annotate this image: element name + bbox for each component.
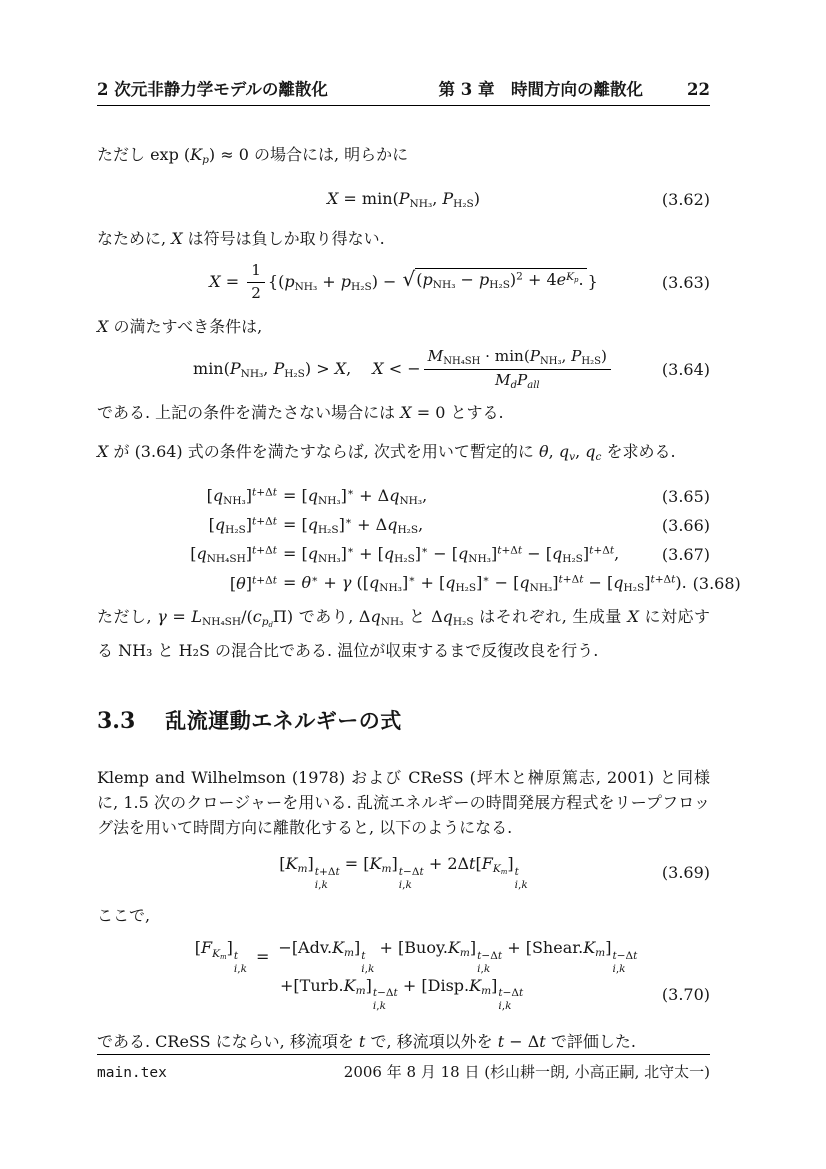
header-left-title: 2 次元非静力学モデルの離散化 <box>97 80 328 99</box>
section-title: 乱流運動エネルギーの式 <box>165 709 402 734</box>
equation-3-65-rhs: = $[q_{NH_3}]^∗ + \Delta q_{NH_3}$, <box>283 485 428 508</box>
page-header <box>97 76 710 106</box>
page-footer <box>97 1054 710 1082</box>
equation-3-66-lhs: $[q_{H_2S}]^{t+\Delta t}$ <box>208 514 277 537</box>
para-klemp-wilhelmson: Klemp and Wilhelmson (1978) および CReSS (坪木と榊原篤志, 2001) と同様に, 1.5 次のクロージャーを用いる. 乱流エネルギーの時間発展方程式をリープフロッグ法を用いて時間方向に離散化すると, 以下のようになる. <box>97 768 710 838</box>
equation-3-63 <box>97 261 710 304</box>
equation-3-64 <box>97 347 710 392</box>
para-cress-evaluation: である. CReSS にならい, 移流項を t で, 移流項以外を t − Δt で評価した. <box>97 1031 636 1051</box>
equation-3-66 <box>97 511 710 540</box>
para-kokode: ここで, <box>97 906 151 926</box>
equation-3-65-lhs: $[q_{NH_3}]^{t+\Delta t}$ <box>206 485 277 508</box>
equation-3-70-equals: = <box>256 947 270 967</box>
equation-3-69 <box>97 854 710 891</box>
equation-3-70-line2 <box>97 976 710 1013</box>
para-x-sign: なために, X は符号は負しか取り得ない. <box>97 229 385 249</box>
equation-3-68-rhs: = θ∗ + γ $([q_{NH_3}]^∗ + [q_{H_2S}]^∗ - [q_{NH_3}]^{t+\Delta t} - [q_{H_2S}]^{t+\Delta t})$. <box>283 572 687 595</box>
footer-date-authors: 2006 年 8 月 18 日 (杉山耕一朗, 小高正嗣, 北守太一) <box>343 1063 710 1081</box>
header-chapter-title: 第 3 章 時間方向の離散化 <box>438 80 644 99</box>
equation-3-65 <box>97 482 710 511</box>
para-x-condition: X の満たすべき条件は, <box>97 316 263 336</box>
equation-3-67 <box>97 540 710 569</box>
equation-3-64-body: $\min(P_{NH_3}$, $P_{H_2S}) > X$, X < − $\frac{M_{NH_4SH} \cdot \min(P_{NH_3}, P_{H_2S})}{M_dP_{all}}$ <box>97 347 656 392</box>
equation-3-63-number: (3.63) <box>661 273 710 293</box>
equation-3-70-rhs1: $-[Adv.K_m]$ t i,k + $[Buoy.K_m]$ t−Δt i,k + $[Shear.K_m]$ t−Δt i,k <box>278 938 638 975</box>
equation-3-68-lhs: $[\theta]^{t+\Delta t}$ <box>229 574 277 594</box>
equation-3-65-number: (3.65) <box>661 487 710 507</box>
equation-3-66-number: (3.66) <box>661 516 710 536</box>
equation-3-70-line1 <box>97 938 710 975</box>
equation-3-64-number: (3.64) <box>661 359 710 379</box>
footer-filename: main.tex <box>97 1065 167 1081</box>
equation-3-70 <box>97 938 710 1012</box>
page-number: 22 <box>687 80 710 99</box>
equation-3-66-rhs: = $[q_{H_2S}]^∗ + \Delta q_{H_2S}$, <box>283 514 424 537</box>
equation-3-67-rhs: = $[q_{NH_3}]^∗ + [q_{H_2S}]^∗ - [q_{NH_3}]^{t+\Delta t} - [q_{H_2S}]^{t+\Delta t}$, <box>283 543 620 566</box>
equation-3-67-number: (3.67) <box>661 545 710 565</box>
equation-3-70-lhs: $[F_{K_m}]$ t i,k <box>194 938 247 975</box>
para-gamma-definition: ただし, $\gamma = L_{NH_4SH}/(c_{p_d}\Pi)$ であり, $\Delta q_{NH_3}$ と $\Delta q_{H_2S}$ はそれぞれ, 生成量 X に対応する NH₃ と H₂S の混合比である. 温位が収束するまで反復改良を行う. <box>97 607 711 661</box>
equation-3-70-rhs2: $+[Turb.K_m]$ t−Δt i,k + $[Disp.K_m]$ t−Δt i,k <box>280 975 524 1013</box>
equation-3-69-number: (3.69) <box>661 863 710 883</box>
equation-3-70-number: (3.70) <box>661 984 710 1004</box>
equation-3-62 <box>97 189 710 210</box>
equation-3-67-lhs: $[q_{NH_4SH}]^{t+\Delta t}$ <box>190 543 277 566</box>
equation-3-68-number: (3.68) <box>692 574 741 594</box>
para-exp-kp: ただし $\exp (K_p) \approx 0$ の場合には, 明らかに <box>97 145 409 167</box>
para-provisional: X が (3.64) 式の条件を満たすならば, 次式を用いて暫定的に θ, $q_v$, $q_c$ を求める. <box>97 441 676 464</box>
equation-3-68 <box>97 569 741 598</box>
section-number: 3.3 <box>97 708 136 735</box>
equation-3-69-body: $[K_m]$ t+Δt i,k = $[K_m]$ t−Δt i,k + $2\Delta t[F_{K_m}]$ t i,k <box>279 854 528 891</box>
equation-3-63-body: X = $\frac{1}{2}$ {$(p_{NH_3} + p_{H_2S})$ − √ $(p_{NH_3} - p_{H_2S})^2 + 4e^{K_p}$. } <box>209 261 598 303</box>
equation-3-62-body: $X = \min(P_{NH_3}$, $P_{H_2S}$) <box>326 189 481 211</box>
equation-group-365-368 <box>97 482 741 598</box>
section-heading <box>97 705 710 735</box>
equation-3-62-number: (3.62) <box>661 190 710 210</box>
para-x-zero: である. 上記の条件を満たさない場合には X = 0 とする. <box>97 402 504 422</box>
